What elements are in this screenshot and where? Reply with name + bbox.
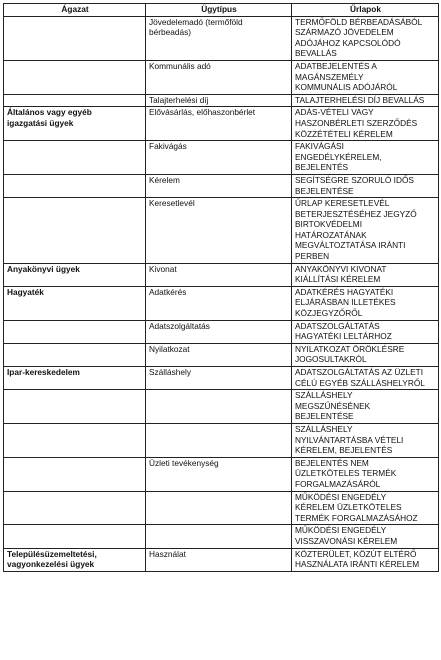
table-row [4, 548, 439, 571]
form-name-line: SZÁLLÁSHELY [295, 423, 353, 434]
form-name-line: KÖZJEGYZŐRŐL [295, 308, 363, 319]
table-row [4, 198, 439, 264]
agazat-cell [4, 107, 146, 141]
form-name-line: ENGEDÉLYKÉRELEM, [295, 151, 382, 162]
form-name-line: CÉLÚ EGYÉB SZÁLLÁSHELYRŐL [295, 377, 425, 388]
urlap-link-cell[interactable] [292, 423, 439, 457]
case-type-line: Nyilatkozat [149, 343, 190, 354]
table-row [4, 343, 439, 366]
ugytipus-cell [146, 343, 292, 366]
header-urlapok: Űrlapok [292, 4, 439, 17]
case-type-line: Használat [149, 548, 186, 559]
sector-name-line: Településüzemeltetési, [7, 548, 97, 559]
form-name-line: TALAJTERHELÉSI DÍJ BEVALLÁS [295, 94, 425, 105]
agazat-cell [4, 174, 146, 197]
agazat-cell [4, 390, 146, 424]
ugytipus-cell [146, 16, 292, 60]
case-type-line: Elővásárlás, előhaszonbérlet [149, 107, 256, 118]
ugytipus-cell [146, 141, 292, 175]
ugytipus-cell [146, 60, 292, 94]
form-name-line: ADÁS-VÉTELI VAGY [295, 107, 374, 118]
form-name-line: NYILATKOZAT ÖRÖKLÉSRE [295, 343, 405, 354]
urlap-link-cell[interactable] [292, 16, 439, 60]
form-name-line: ADATKÉRÉS HAGYATÉKI [295, 286, 394, 297]
form-name-line: KOMMUNÁLIS ADÓJÁRÓL [295, 82, 398, 93]
table-row [4, 423, 439, 457]
form-name-line: ELJÁRÁSBAN ILLETÉKES [295, 297, 396, 308]
agazat-cell [4, 263, 146, 286]
table-row [4, 263, 439, 286]
form-name-line: ADATSZOLGÁLTATÁS [295, 320, 380, 331]
ugytipus-cell [146, 107, 292, 141]
form-name-line: BIRTOKVÉDELMI [295, 219, 363, 230]
table-body [4, 16, 439, 571]
sector-name-line: Ipar-kereskedelem [7, 367, 80, 377]
form-name-line: SZÁRMAZÓ JÖVEDELEM [295, 27, 394, 38]
form-name-line: BETERJESZTÉSÉHEZ JEGYZŐ [295, 208, 417, 219]
urlap-link-cell[interactable] [292, 457, 439, 491]
form-name-line: BEJELENTÉSE [295, 411, 354, 422]
table-row [4, 94, 439, 107]
ugytipus-cell [146, 263, 292, 286]
agazat-cell [4, 343, 146, 366]
case-type-line: Szálláshely [149, 367, 191, 377]
ugytipus-cell [146, 457, 292, 491]
form-name-line: ADATSZOLGÁLTATÁS AZ ÜZLETI [295, 367, 424, 377]
urlap-link-cell[interactable] [292, 141, 439, 175]
form-name-line: HAGYATÉKI LELTÁRHOZ [295, 331, 392, 342]
form-name-line: MEGSZŰNÉSÉNEK [295, 400, 371, 411]
ugytipus-cell [146, 423, 292, 457]
header-ugytipus: Ügytípus [146, 4, 292, 17]
form-name-line: ADÓJÁHOZ KAPCSOLÓDÓ [295, 37, 401, 48]
form-name-line: BEJELENTÉS [295, 162, 349, 173]
form-name-line: ŰRLAP KERESETLEVÉL [295, 198, 390, 209]
agazat-cell [4, 320, 146, 343]
urlap-link-cell[interactable] [292, 491, 439, 525]
form-name-line: KÉRELEM, BEJELENTÉS [295, 445, 393, 456]
form-name-line: HASZNÁLATA IRÁNTI KÉRELEM [295, 559, 420, 570]
form-name-line: BEJELENTÉSE [295, 185, 354, 196]
form-name-line: ANYAKÖNYVI KIVONAT [295, 263, 387, 274]
case-type-line: bérbeadás) [149, 27, 191, 38]
form-name-line: NYILVÁNTARTÁSBA VÉTELI [295, 434, 404, 445]
form-name-line: HATÁROZATÁNAK [295, 229, 367, 240]
form-name-line: SZÁLLÁSHELY [295, 390, 353, 401]
sector-name-line: vagyonkezelési ügyek [7, 559, 95, 570]
urlap-link-cell[interactable] [292, 174, 439, 197]
table-row [4, 367, 439, 390]
table-row [4, 525, 439, 548]
urlap-link-cell[interactable] [292, 390, 439, 424]
agazat-cell [4, 60, 146, 94]
table-row [4, 390, 439, 424]
forms-table [3, 3, 439, 572]
header-agazat: Ágazat [4, 4, 146, 17]
agazat-cell [4, 198, 146, 264]
form-name-line: MAGÁNSZEMÉLY [295, 71, 364, 82]
form-name-line: JOGOSULTAKRÓL [295, 354, 367, 365]
form-name-line: TERMŐFÖLD BÉRBEADÁSÁBÓL [295, 16, 423, 27]
form-name-line: MŰKÖDÉSI ENGEDÉLY [295, 491, 387, 502]
case-type-line: Adatkérés [149, 286, 187, 297]
ugytipus-cell [146, 367, 292, 390]
form-name-line: ADATBEJELENTÉS A [295, 60, 377, 71]
ugytipus-cell [146, 198, 292, 264]
urlap-link-cell[interactable] [292, 94, 439, 107]
case-type-line: Jövedelemadó (termőföld [149, 16, 243, 27]
form-name-line: SEGÍTSÉGRE SZORULÓ IDŐS [295, 174, 414, 185]
table-row [4, 286, 439, 320]
table-row [4, 174, 439, 197]
urlap-link-cell[interactable] [292, 367, 439, 390]
ugytipus-cell [146, 94, 292, 107]
form-name-line: FAKIVÁGÁSI [295, 141, 344, 152]
ugytipus-cell [146, 390, 292, 424]
form-name-line: KIÁLLÍTÁSI KÉRELEM [295, 274, 381, 285]
case-type-line: Talajterhelési díj [149, 94, 209, 105]
ugytipus-cell [146, 320, 292, 343]
ugytipus-cell [146, 491, 292, 525]
form-name-line: KÉRELEM ÜZLETKÖTELES [295, 502, 402, 513]
sector-name-line: Anyakönyvi ügyek [7, 263, 80, 274]
urlap-link-cell[interactable] [292, 548, 439, 571]
form-name-line: BEJELENTÉS NEM [295, 457, 369, 468]
form-name-line: MEGVÁLTOZTATÁSA IRÁNTI [295, 240, 406, 251]
agazat-cell [4, 286, 146, 320]
form-name-line: MŰKÖDÉSI ENGEDÉLY [295, 525, 387, 536]
agazat-cell [4, 16, 146, 60]
form-name-line: PERBEN [295, 251, 330, 262]
table-row [4, 60, 439, 94]
urlap-link-cell[interactable] [292, 525, 439, 548]
table-row [4, 320, 439, 343]
case-type-line: Kérelem [149, 174, 180, 185]
table-row [4, 141, 439, 175]
sector-name-line: Hagyaték [7, 286, 44, 297]
agazat-cell [4, 141, 146, 175]
agazat-cell [4, 491, 146, 525]
form-name-line: KÖZZÉTÉTELI KÉRELEM [295, 128, 393, 139]
ugytipus-cell [146, 286, 292, 320]
form-name-line: HASZONBÉRLETI SZERZŐDÉS [295, 117, 418, 128]
form-name-line: FORGALMAZÁSÁRÓL [295, 478, 381, 489]
urlap-link-cell[interactable] [292, 263, 439, 286]
form-name-line: VISSZAVONÁSI KÉRELEM [295, 535, 398, 546]
case-type-line: Üzleti tevékenység [149, 457, 219, 468]
agazat-cell [4, 457, 146, 491]
table-row [4, 457, 439, 491]
table-row [4, 491, 439, 525]
ugytipus-cell [146, 174, 292, 197]
case-type-line: Kommunális adó [149, 60, 211, 71]
agazat-cell [4, 525, 146, 548]
form-name-line: KÖZTERÜLET, KÖZÚT ELTÉRŐ [295, 548, 417, 559]
sector-name-line: igazgatási ügyek [7, 117, 74, 128]
case-type-line: Kivonat [149, 263, 177, 274]
urlap-link-cell[interactable] [292, 198, 439, 264]
table-row [4, 16, 439, 60]
form-name-line: TERMÉK FORGALMAZÁSÁHOZ [295, 512, 418, 523]
sector-name-line: Általános vagy egyéb [7, 107, 92, 118]
urlap-link-cell[interactable] [292, 320, 439, 343]
agazat-cell [4, 548, 146, 571]
urlap-link-cell[interactable] [292, 343, 439, 366]
table-row [4, 107, 439, 141]
case-type-line: Fakivágás [149, 141, 187, 152]
case-type-line: Keresetlevél [149, 198, 195, 209]
ugytipus-cell [146, 525, 292, 548]
form-name-line: ÜZLETKÖTELES TERMÉK [295, 468, 397, 479]
form-name-line: BEVALLÁS [295, 48, 337, 59]
urlap-link-cell[interactable] [292, 60, 439, 94]
header-row [4, 4, 439, 17]
agazat-cell [4, 94, 146, 107]
case-type-line: Adatszolgáltatás [149, 320, 210, 331]
urlap-link-cell[interactable] [292, 286, 439, 320]
agazat-cell [4, 423, 146, 457]
urlap-link-cell[interactable] [292, 107, 439, 141]
agazat-cell [4, 367, 146, 390]
ugytipus-cell [146, 548, 292, 571]
